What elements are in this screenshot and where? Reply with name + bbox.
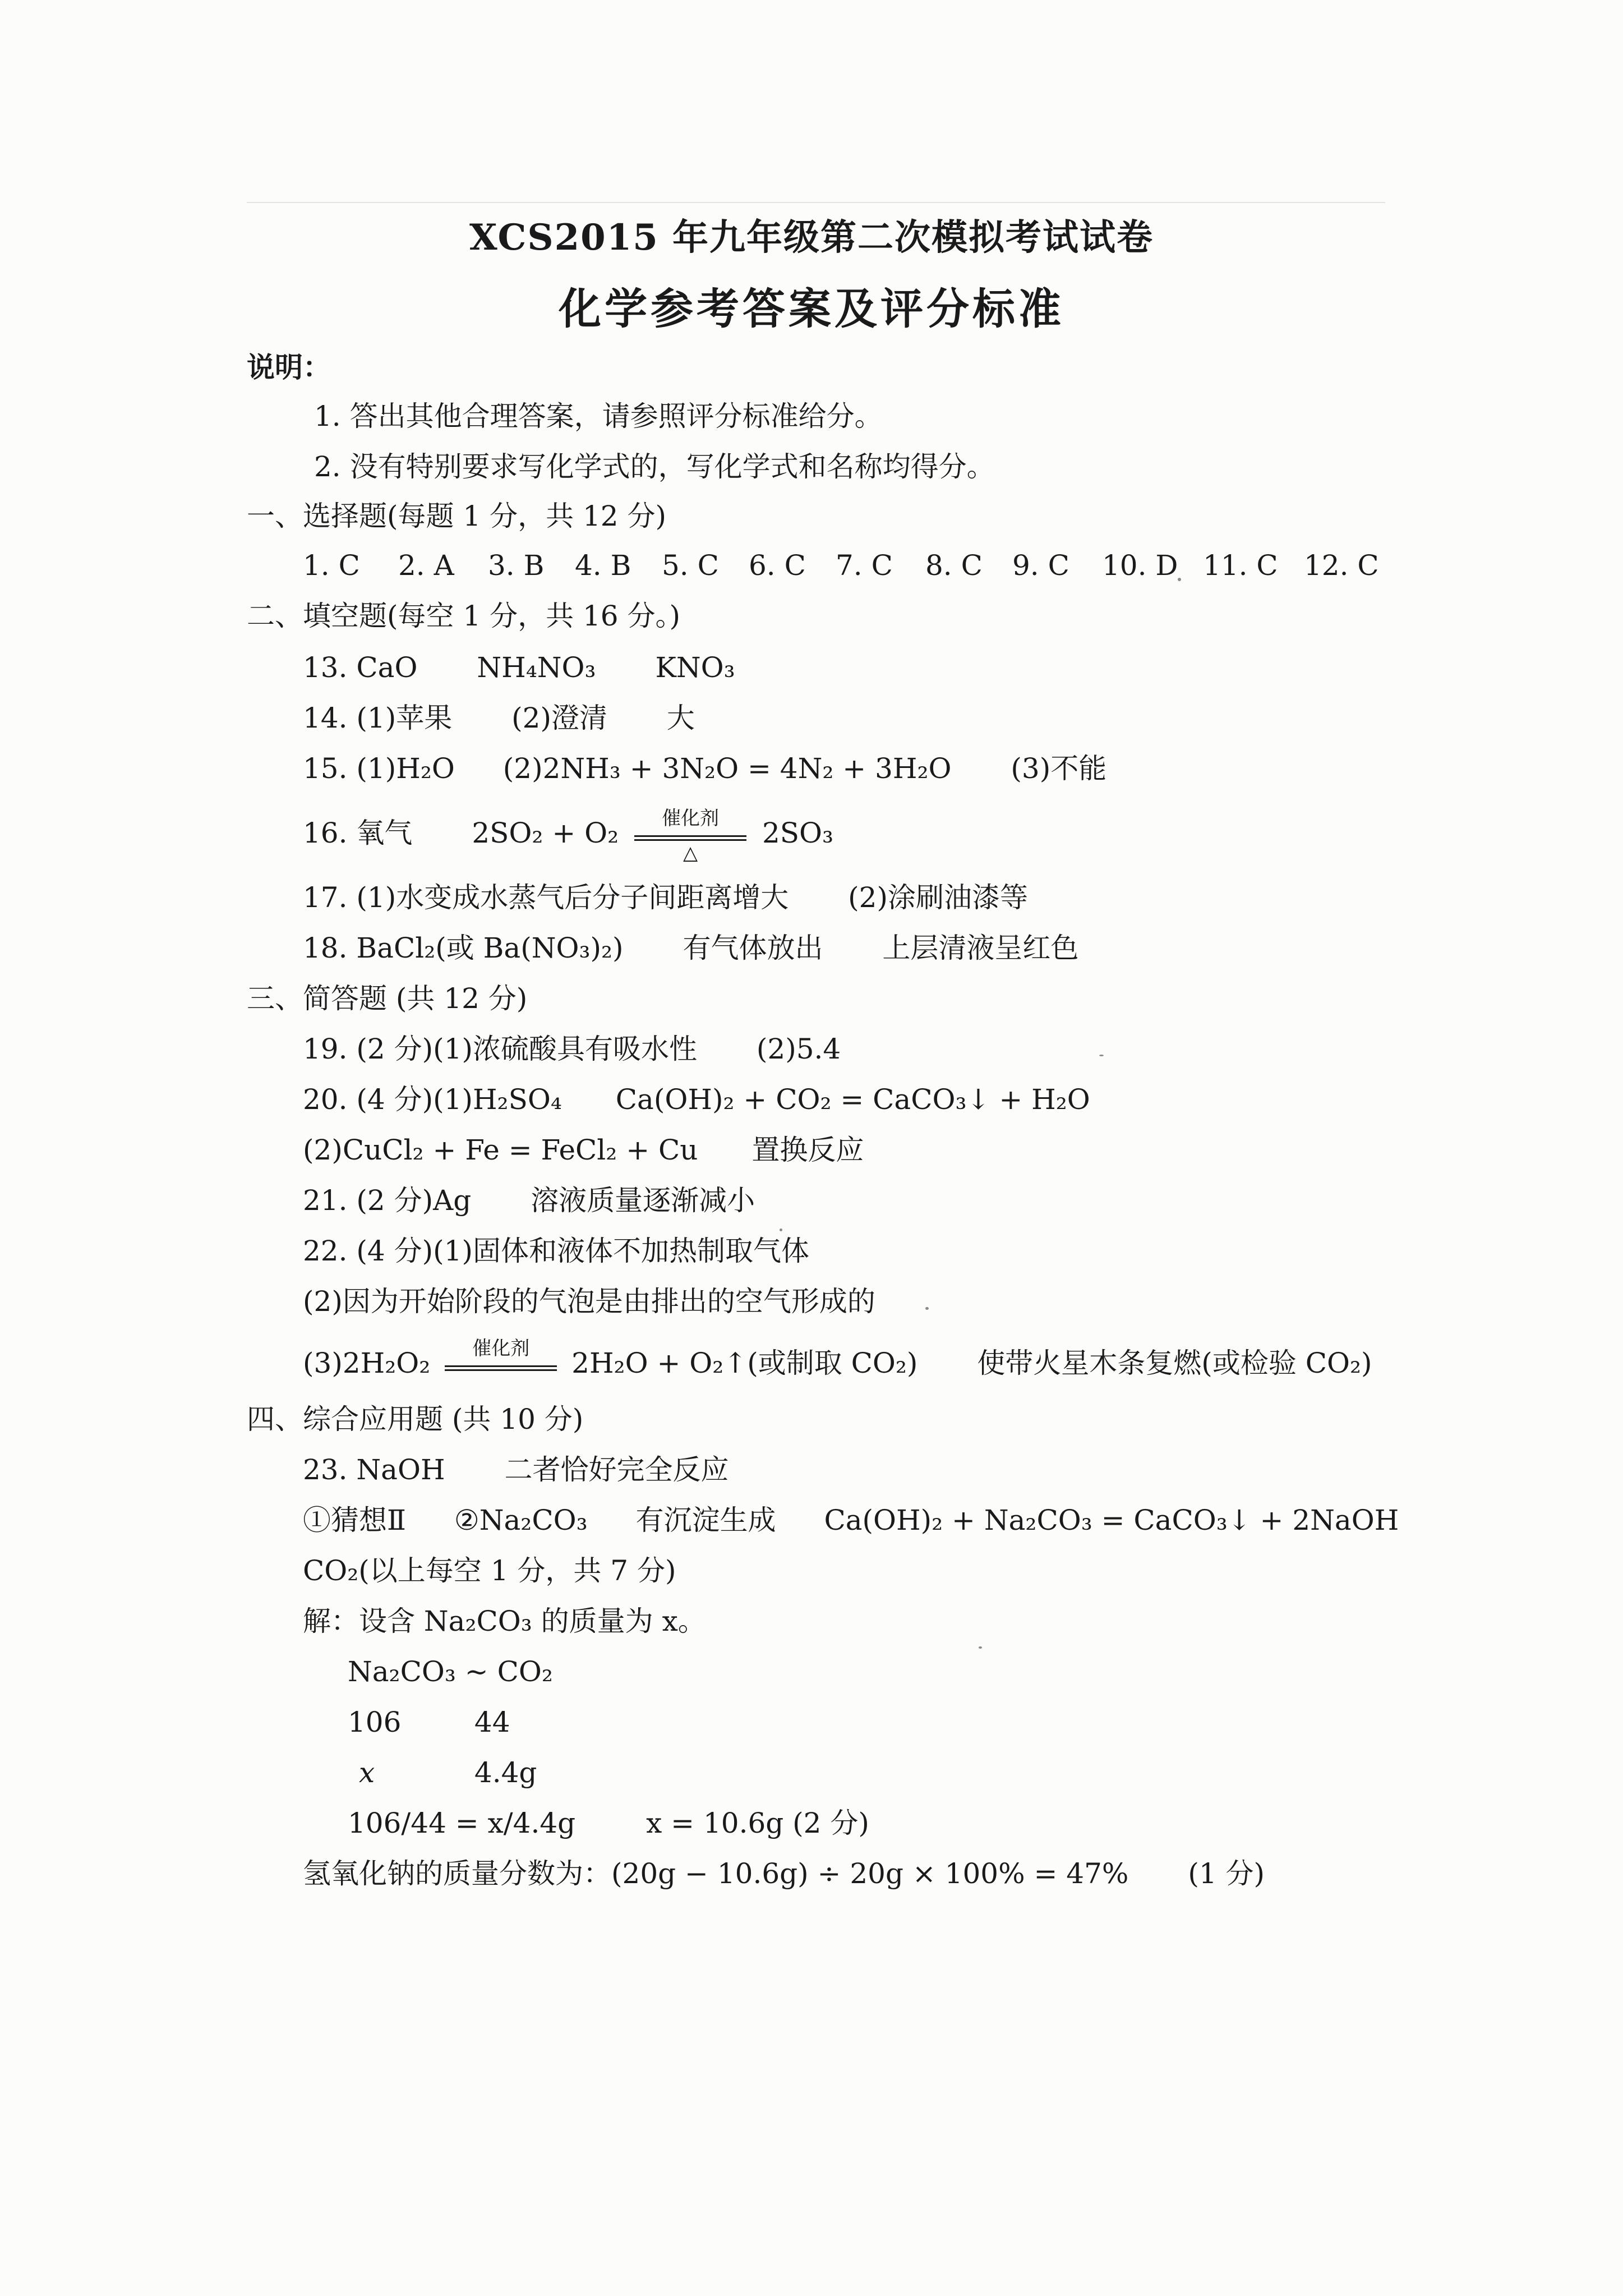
equals-arrow — [634, 835, 746, 841]
mcq-answer-6: 6. C — [749, 549, 806, 582]
answer-17-part-1: 17. (1)水变成水蒸气后分子间距离增大 — [303, 881, 789, 914]
section-1-heading: 一、选择题(每题 1 分，共 12 分) — [247, 500, 667, 532]
final-answer — [303, 1857, 1265, 1890]
answer-15-part-2: (2)2NH₃ + 3N₂O = 4N₂ + 3H₂O — [502, 752, 952, 785]
calc-molar-mass-1: 106 — [348, 1706, 402, 1738]
notes-heading: 说明： — [247, 351, 331, 384]
answer-19-part-1: 19. (2 分)(1)浓硫酸具有吸水性 — [303, 1033, 697, 1065]
answer-16-lead: 16. 氧气 — [303, 817, 413, 849]
calc-given — [359, 1756, 537, 1789]
catalyst-heat-arrow — [634, 807, 746, 864]
section-3-heading: 三、简答题 (共 12 分) — [247, 982, 528, 1015]
answer-17-part-2: (2)涂刷油漆等 — [848, 881, 1028, 914]
answer-23c: CO₂(以上每空 1 分，共 7 分) — [303, 1554, 676, 1587]
answer-18-part-3: 上层清液呈红色 — [882, 932, 1079, 964]
mcq-answer-12: 12. C — [1304, 549, 1379, 582]
scan-speck — [1099, 1055, 1104, 1056]
answer-18 — [303, 931, 1078, 965]
answer-22a: 22. (4 分)(1)固体和液体不加热制取气体 — [303, 1235, 809, 1267]
note-item-1: 1. 答出其他合理答案，请参照评分标准给分。 — [314, 400, 883, 432]
answer-15-part-3: (3)不能 — [1011, 752, 1107, 785]
mcq-answer-5: 5. C — [662, 549, 719, 582]
calc-molar-mass — [348, 1705, 510, 1739]
answer-23a — [303, 1453, 728, 1487]
answer-14-part-2: (2)澄清 — [511, 702, 607, 734]
answer-19 — [303, 1032, 841, 1066]
scan-speck — [780, 1228, 782, 1231]
mcq-answer-7: 7. C — [836, 549, 893, 582]
answer-13 — [303, 651, 735, 684]
exam-title: XCS2015 年九年级第二次模拟考试试卷 — [469, 217, 1154, 259]
calc-molar-mass-2: 44 — [474, 1706, 510, 1738]
answer-16-reactants: 2SO₂ + O₂ — [472, 817, 619, 849]
answer-16 — [303, 807, 834, 864]
exam-subtitle: 化学参考答案及评分标准 — [559, 284, 1064, 334]
calc-given-x: x — [359, 1756, 375, 1789]
calc-proportion: 106/44 = x/4.4g — [348, 1807, 576, 1839]
answer-21-part-2: 溶液质量逐渐减小 — [531, 1184, 755, 1217]
section-2-heading: 二、填空题(每空 1 分，共 16 分。) — [247, 600, 681, 632]
answer-15-part-1: 15. (1)H₂O — [303, 752, 455, 785]
mcq-answer-3: 3. B — [488, 549, 545, 582]
answer-22c-reactant: (3)2H₂O₂ — [303, 1347, 431, 1379]
answer-20b-part-2: 置换反应 — [751, 1134, 864, 1166]
answer-19-part-2: (2)5.4 — [756, 1033, 841, 1065]
answer-22c-tail: 使带火星木条复燃(或检验 CO₂) — [977, 1347, 1372, 1379]
solution-setup: 解：设含 Na₂CO₃ 的质量为 x。 — [303, 1605, 706, 1637]
mcq-answer-8: 8. C — [925, 549, 983, 582]
answer-13-part-2: NH₄NO₃ — [477, 651, 596, 684]
answer-14-part-1: 14. (1)苹果 — [303, 702, 453, 734]
answer-23b-part-4: Ca(OH)₂ + Na₂CO₃ = CaCO₃↓ + 2NaOH — [824, 1504, 1399, 1536]
answer-14-part-3: 大 — [666, 702, 695, 734]
answer-23a-part-1: 23. NaOH — [303, 1453, 445, 1486]
scan-speck — [925, 1307, 929, 1310]
answer-23b — [303, 1503, 1399, 1537]
answer-20b — [303, 1133, 864, 1167]
answer-21-part-1: 21. (2 分)Ag — [303, 1184, 472, 1217]
mcq-answer-11: 11. C — [1203, 549, 1278, 582]
scan-speck — [1178, 578, 1181, 581]
mcq-answer-10: 10. D — [1102, 549, 1178, 582]
answer-23b-part-3: 有沉淀生成 — [635, 1504, 776, 1536]
answer-16-product: 2SO₃ — [762, 817, 834, 849]
answer-18-part-2: 有气体放出 — [683, 932, 823, 964]
calc-result: x = 10.6g (2 分) — [646, 1807, 869, 1839]
mcq-answer-2: 2. A — [398, 549, 454, 582]
final-answer-score: (1 分) — [1188, 1857, 1265, 1890]
catalyst-label: 催化剂 — [472, 1337, 530, 1360]
answer-21 — [303, 1184, 755, 1217]
mcq-answer-9: 9. C — [1012, 549, 1069, 582]
answer-20b-part-1: (2)CuCl₂ + Fe = FeCl₂ + Cu — [303, 1134, 698, 1166]
answer-23b-part-2: ②Na₂CO₃ — [454, 1504, 588, 1536]
answer-13-part-3: KNO₃ — [655, 651, 735, 684]
catalyst-arrow — [445, 1337, 557, 1382]
answer-17 — [303, 881, 1028, 914]
answer-13-part-1: 13. CaO — [303, 651, 418, 684]
top-rule — [247, 202, 1385, 203]
heat-symbol: △ — [683, 842, 698, 864]
answer-18-part-1: 18. BaCl₂(或 Ba(NO₃)₂) — [303, 932, 624, 964]
answer-15 — [303, 752, 1106, 785]
mcq-answer-4: 4. B — [575, 549, 631, 582]
answer-22b: (2)因为开始阶段的气泡是由排出的空气形成的 — [303, 1285, 875, 1318]
catalyst-label: 催化剂 — [662, 807, 720, 830]
calc-equation — [348, 1806, 869, 1840]
section-4-heading: 四、综合应用题 (共 10 分) — [247, 1403, 584, 1435]
answer-20a-part-2: Ca(OH)₂ + CO₂ = CaCO₃↓ + H₂O — [615, 1083, 1090, 1116]
answer-22c-products: 2H₂O + O₂↑(或制取 CO₂) — [571, 1347, 918, 1379]
scan-speck — [979, 1646, 982, 1649]
answer-22c — [303, 1337, 1372, 1382]
answer-20a-part-1: 20. (4 分)(1)H₂SO₄ — [303, 1083, 562, 1116]
answer-23a-part-2: 二者恰好完全反应 — [504, 1453, 729, 1486]
calc-relation: Na₂CO₃ ~ CO₂ — [348, 1655, 553, 1688]
answer-14 — [303, 701, 695, 735]
mcq-answer-1: 1. C — [303, 549, 360, 582]
note-item-2: 2. 没有特别要求写化学式的，写化学式和名称均得分。 — [314, 450, 995, 483]
answer-23b-part-1: ①猜想Ⅱ — [303, 1504, 406, 1536]
final-answer-text: 氢氧化钠的质量分数为：(20g − 10.6g) ÷ 20g × 100% = 47% — [303, 1857, 1129, 1890]
equals-arrow — [445, 1365, 557, 1371]
calc-given-mass: 4.4g — [474, 1756, 537, 1789]
answer-20a — [303, 1083, 1090, 1116]
